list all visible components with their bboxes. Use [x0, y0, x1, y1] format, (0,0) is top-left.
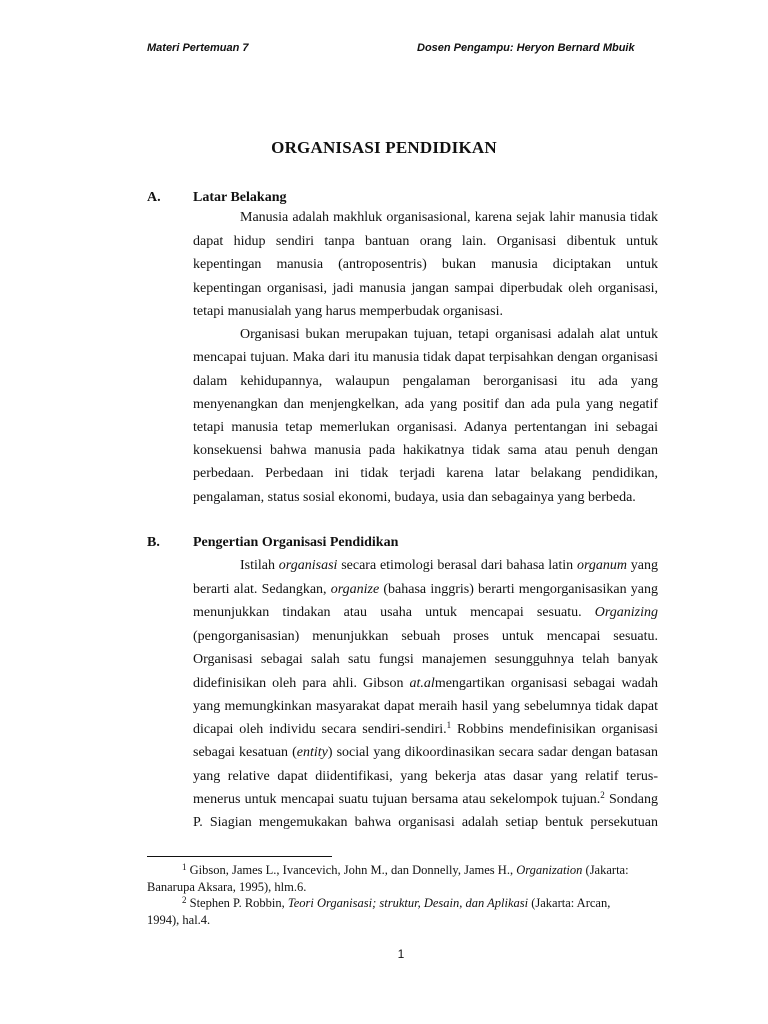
paragraph-line: menyenangkan dan menjengkelkan, ada yang positif dan ada pula yang negatif — [193, 397, 658, 412]
footnote-separator — [147, 856, 332, 857]
paragraph-line: Organisasi bukan merupakan tujuan, tetapi organisasi adalah alat untuk — [240, 327, 658, 342]
italic-term: organize — [330, 582, 380, 597]
text-run: secara etimologi berasal dari bahasa latin — [337, 558, 577, 573]
paragraph-line: kepentingan organisasi, jadi manusia jangan sampai diperbudak oleh organisasi, — [193, 281, 658, 296]
paragraph-line — [193, 790, 658, 810]
paragraph-line: tetapi manusialah yang harus memperbudak organisasi. — [193, 304, 503, 319]
paragraph-line: pengalaman, status sosial ekonomi, budaya, usia dan sebagainya yang berbeda. — [193, 490, 636, 505]
section-letter: B. — [147, 535, 160, 550]
text-run: (bahasa inggris) berarti mengorganisasikan yang — [379, 582, 658, 597]
footnote-number: 1 — [182, 862, 187, 872]
text-run: Robbins mendefinisikan organisasi — [451, 722, 658, 737]
header-lecturer: Dosen Pengampu: Heryon Bernard Mbuik — [417, 42, 635, 54]
italic-term: organum — [576, 558, 627, 573]
text-run: berarti alat. Sedangkan, — [193, 582, 331, 597]
footnote-2 — [182, 895, 610, 912]
paragraph-line: kepentingan manusia (antroposentris) bukan manusia diciptakan untuk — [193, 257, 658, 272]
paragraph-line: Manusia adalah makhluk organisasional, karena sejak lahir manusia tidak — [240, 210, 658, 225]
text-run: mengartikan organisasi sebagai wadah — [434, 676, 658, 691]
section-title: Pengertian Organisasi Pendidikan — [193, 535, 399, 550]
paragraph-line: yang memungkinkan masyarakat dapat meraih hasil yang sebelumnya tidak dapat — [193, 699, 658, 714]
text-run: Gibson, James L., Ivancevich, John M., dan Donnelly, James H., — [186, 863, 517, 877]
document-title: ORGANISASI PENDIDIKAN — [271, 138, 497, 157]
text-run: Stephen P. Robbin, — [186, 896, 288, 910]
paragraph-line: dalam kehidupannya, walaupun pengalaman berorganisasi itu ada yang — [193, 374, 658, 389]
paragraph-line — [193, 720, 658, 740]
text-run: (Jakarta: — [582, 863, 629, 877]
italic-term: Organizing — [594, 605, 658, 620]
footnote-number: 2 — [182, 895, 187, 905]
paragraph-line — [193, 674, 658, 694]
paragraph-line — [240, 556, 658, 576]
text-run: dicapai oleh individu secara sendiri-sendiri. — [193, 722, 447, 737]
text-run: menunjukkan tindakan atau usaha untuk mencapai sesuatu. — [193, 605, 595, 620]
paragraph-line: tetapi manusia tetap memerlukan organisasi. Adanya pertentangan ini sebagai — [193, 420, 658, 435]
text-run: (Jakarta: Arcan, — [528, 896, 611, 910]
paragraph-line: mencapai tujuan. Maka dari itu manusia tidak dapat terpisahkan dengan organisasi — [193, 350, 658, 365]
text-run: didefinisikan oleh para ahli. Gibson — [193, 676, 410, 691]
footnote-2-continuation: 1994), hal.4. — [147, 913, 211, 927]
text-run: ) social yang dikoordinasikan secara sadar dengan batasan — [327, 745, 658, 760]
section-letter: A. — [147, 190, 161, 205]
text-run: menerus untuk mencapai suatu tujuan bersama atau sekelompok tujuan. — [193, 792, 601, 807]
footnote-1-continuation: Banarupa Aksara, 1995), hlm.6. — [147, 880, 307, 894]
section-title: Latar Belakang — [193, 190, 287, 205]
paragraph-line: yang relative dapat diidentifikasi, yang bekerja atas dasar yang relatif terus- — [193, 769, 658, 784]
text-run: sebagai kesatuan ( — [193, 745, 297, 760]
italic-term: Organization — [516, 863, 583, 877]
text-run: yang — [627, 558, 659, 573]
paragraph-line — [193, 603, 658, 623]
paragraph-line: dapat hidup sendiri tanpa bantuan orang lain. Organisasi dibentuk untuk — [193, 234, 658, 249]
paragraph-line: Organisasi sebagai salah satu fungsi manajemen sesungguhnya telah banyak — [193, 652, 658, 667]
running-header — [0, 42, 768, 58]
italic-term: at.al — [409, 676, 435, 691]
footnote-1 — [182, 862, 629, 879]
paragraph-line: konsekuensi bahwa manusia pada hakikatnya tidak sama atau penuh dengan — [193, 443, 658, 458]
paragraph-line — [193, 743, 658, 763]
header-course-session: Materi Pertemuan 7 — [147, 42, 249, 54]
text-run: Istilah — [240, 558, 279, 573]
footnote-ref: 2 — [600, 790, 605, 800]
page-number: 1 — [397, 947, 405, 961]
paragraph-line: perbedaan. Perbedaan ini tidak terjadi karena latar belakang pendidikan, — [193, 466, 658, 481]
text-run: Sondang — [604, 792, 659, 807]
italic-term: organisasi — [278, 558, 338, 573]
footnote-ref: 1 — [446, 720, 452, 730]
italic-term: entity — [296, 745, 328, 760]
paragraph-line: (pengorganisasian) menunjukkan sebuah proses untuk mencapai sesuatu. — [193, 629, 658, 644]
paragraph-line — [193, 580, 658, 600]
paragraph-line: P. Siagian mengemukakan bahwa organisasi adalah setiap bentuk persekutuan — [193, 815, 658, 830]
italic-term: Teori Organisasi; struktur, Desain, dan Aplikasi — [287, 896, 529, 910]
